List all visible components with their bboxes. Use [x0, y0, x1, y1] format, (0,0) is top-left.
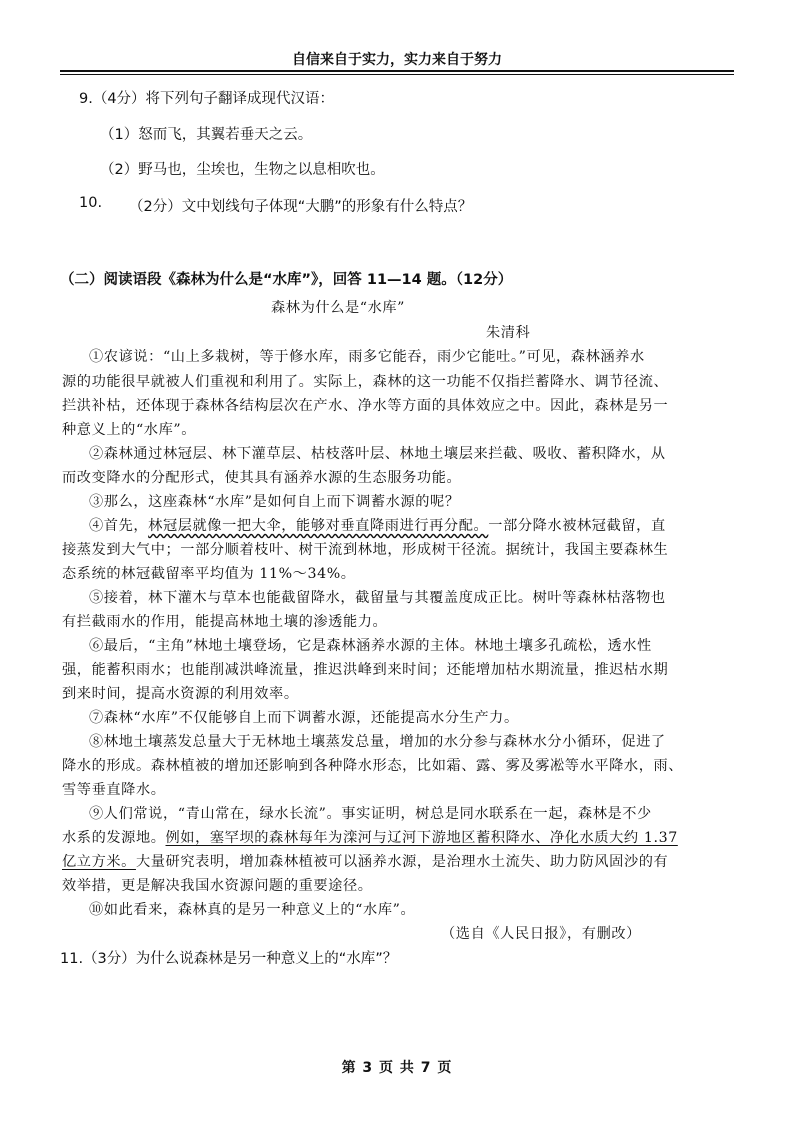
- article-line: 态系统的林冠截留率平均值为 11%～34%。: [62, 566, 356, 582]
- question-10-number: 10.: [79, 195, 103, 211]
- article-line: 降水的形成。森林植被的增加还影响到各种降水形态，比如霜、露、雾及雾凇等水平降水，雨、: [62, 758, 684, 774]
- question-9-item-2: （2）野马也，尘埃也，生物之以息相吹也。: [100, 162, 385, 178]
- article-line: 有拦截雨水的作用，能提高林地土壤的渗透能力。: [62, 614, 388, 630]
- article-line: 到来时间，提高水资源的利用效率。: [62, 686, 299, 702]
- article-line: 源的功能很早就被人们重视和利用了。实际上，森林的这一功能不仅指拦蓄降水、调节径流、: [62, 374, 669, 390]
- article-line: 强，能蓄积雨水；也能削减洪峰流量，推迟洪峰到来时间；还能增加枯水期流量，推迟枯水期: [62, 662, 669, 678]
- article-author: 朱清科: [486, 325, 531, 341]
- question-10: （2分）文中划线句子体现“大鹏”的形象有什么特点？: [129, 199, 473, 215]
- article-line: ⑩如此看来，森林真的是另一种意义上的“水库”。: [89, 902, 416, 918]
- article-line: 种意义上的“水库”。: [62, 422, 197, 438]
- article-line: ⑤接着，林下灌木与草本也能截留降水，截留量与其覆盖度成正比。树叶等森林枯落物也: [89, 590, 666, 606]
- article-line: ⑨人们常说，“青山常在，绿水长流”。事实证明，树总是同水联系在一起，森林是不少: [89, 806, 652, 822]
- article-text: 大量研究表明，增加森林植被可以涵养水源，是治理水土流失、助力防风固沙的有: [135, 854, 669, 870]
- article-line: ①农谚说：“山上多栽树，等于修水库，雨多它能吞，雨少它能吐。”可见，森林涵养水: [89, 349, 645, 365]
- article-line: ⑥最后，“主角”林地土壤登场，它是森林涵养水源的主体。林地土壤多孔疏松，透水性: [89, 638, 652, 654]
- article-line: [89, 515, 666, 535]
- article-text: 一部分降水被林冠截留，直: [488, 518, 666, 534]
- section-heading: （二）阅读语段《森林为什么是“水库”》，回答 11—14 题。（12分）: [60, 272, 513, 288]
- underlined-sentence: 例如，塞罕坝的森林每年为滦河与辽河下游地区蓄积降水、净化水质大约 1.37: [165, 830, 678, 846]
- header-rule-thin: [60, 74, 734, 75]
- page-header-title: 自信来自于实力，实力来自于努力: [292, 52, 502, 68]
- article-line: ⑧林地土壤蒸发总量大于无林地土壤蒸发总量，增加的水分参与森林水分小循环，促进了: [89, 734, 666, 750]
- underlined-sentence: 林冠层就像一把大伞，能够对垂直降雨进行再分配。: [148, 518, 489, 534]
- article-line: [62, 827, 678, 847]
- article-line: 雪等垂直降水。: [62, 782, 166, 798]
- question-11: 11.（3分）为什么说森林是另一种意义上的“水库”？: [60, 951, 398, 967]
- question-9: 9.（4分）将下列句子翻译成现代汉语：: [79, 91, 335, 107]
- underlined-sentence: 亿立方米。: [62, 854, 136, 870]
- article-source: （选自《人民日报》，有删改）: [441, 926, 641, 942]
- article-line: 效举措，更是解决我国水资源问题的重要途径。: [62, 878, 373, 894]
- article-text: ④首先，: [89, 518, 149, 534]
- article-line: [62, 851, 668, 871]
- article-line: ⑦森林“水库”不仅能够自上而下调蓄水源，还能提高水分生产力。: [89, 710, 519, 726]
- article-line: ②森林通过林冠层、林下灌草层、枯枝落叶层、林地土壤层来拦截、吸收、蓄积降水，从: [89, 446, 666, 462]
- article-line: ③那么，这座森林“水库”是如何自上而下调蓄水源的呢？: [89, 494, 460, 510]
- article-text: 水系的发源地。: [62, 830, 166, 846]
- header-rule-thick: [60, 70, 734, 72]
- article-line: 拦洪补枯，还体现于森林各结构层次在产水、净水等方面的具体效应之中。因此，森林是另一: [62, 398, 669, 414]
- question-9-item-1: （1）怒而飞，其翼若垂天之云。: [100, 127, 313, 143]
- article-title: 森林为什么是“水库”: [271, 300, 406, 316]
- page-footer: 第 3 页 共 7 页: [341, 1060, 453, 1076]
- article-line: 而改变降水的分配形式，使其具有涵养水源的生态服务功能。: [62, 470, 462, 486]
- article-line: 接蒸发到大气中；一部分顺着枝叶、树干流到林地，形成树干径流。据统计，我国主要森林生: [62, 542, 669, 558]
